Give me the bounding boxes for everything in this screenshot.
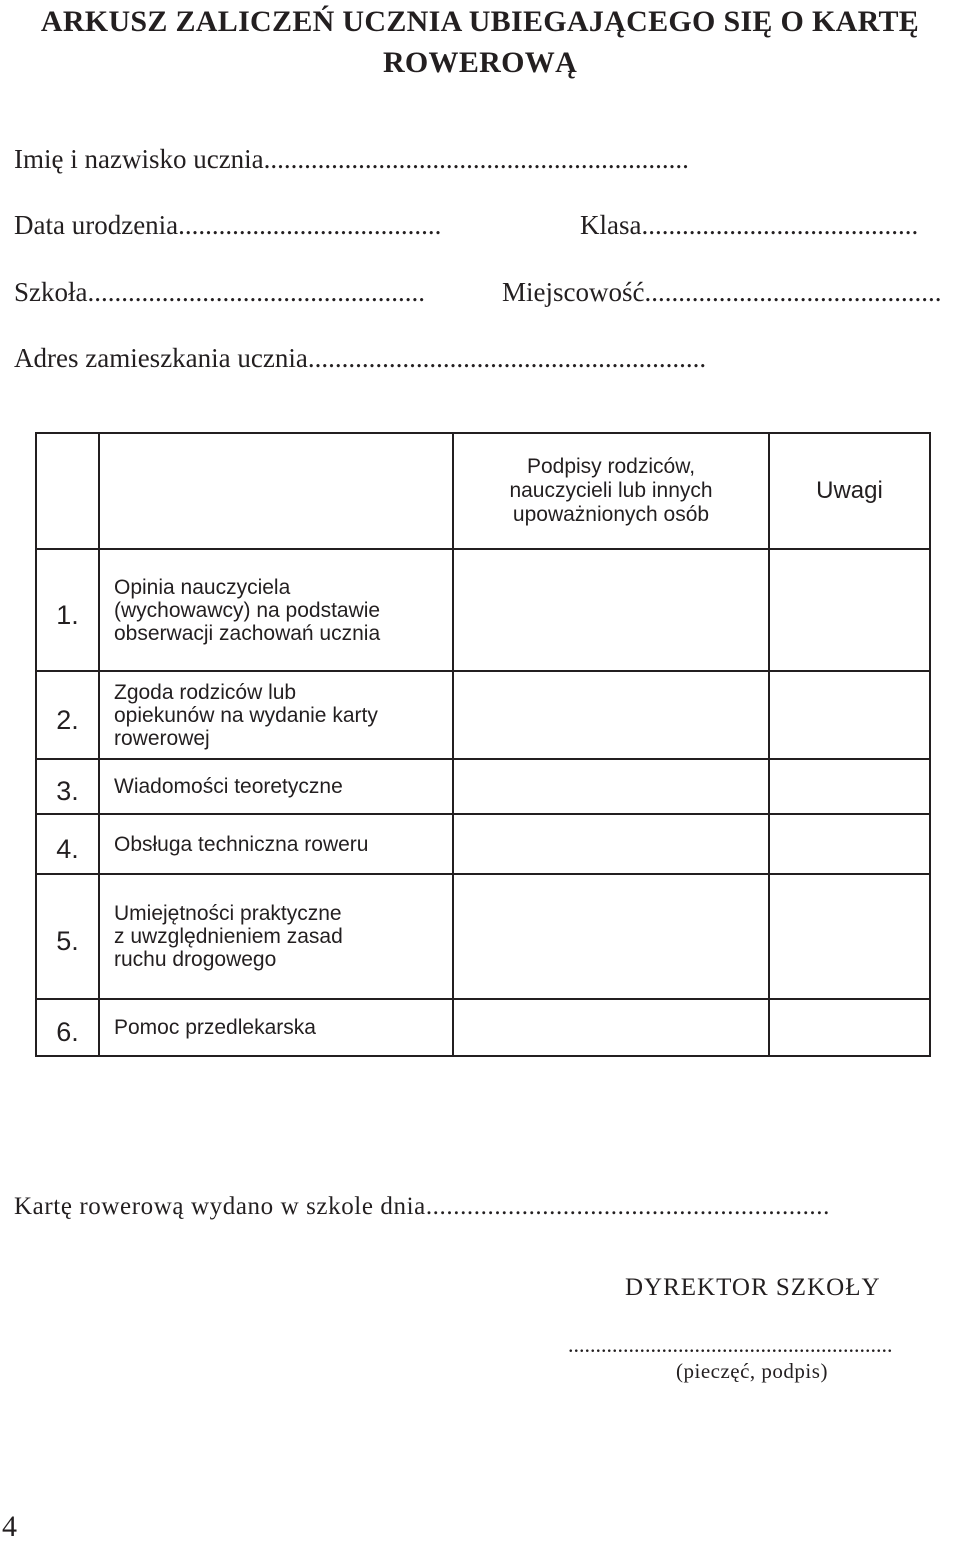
assessment-table — [35, 432, 931, 1057]
table-row — [36, 874, 930, 999]
row-description-line: Pomoc przedlekarska — [114, 1016, 316, 1039]
remarks-cell — [769, 874, 930, 999]
signature-cell — [453, 671, 769, 759]
row-number: 2. — [36, 671, 99, 759]
issue-date-line: Kartę rowerową wydano w szkole dnia........................................................... — [14, 1193, 830, 1220]
director-label: DYREKTOR SZKOŁY — [625, 1274, 881, 1301]
form-title-line-2: ROWEROWĄ — [382, 46, 578, 79]
signature-cell — [453, 549, 769, 671]
page-number: 4 — [2, 1510, 17, 1543]
row-description-line: (wychowawcy) na podstawie — [114, 598, 381, 622]
signature-cell — [453, 814, 769, 874]
row-description-line: Umiejętności praktyczne — [114, 902, 342, 925]
student-name-field: Imię i nazwisko ucznia............................................................... — [14, 144, 689, 174]
row-description-line: ruchu drogowego — [114, 948, 277, 971]
school-field: Szkoła.................................................. — [14, 277, 425, 307]
row-description-line: Zgoda rodziców lub — [114, 680, 297, 704]
remarks-cell — [769, 759, 930, 814]
row-description-line: z uwzględnieniem zasad — [114, 925, 343, 948]
table-row — [36, 814, 930, 874]
row-description-line: Wiadomości teoretyczne — [114, 775, 343, 798]
class-field: Klasa......................................... — [580, 210, 919, 240]
birth-date-field: Data urodzenia....................................... — [14, 210, 442, 240]
row-number: 4. — [36, 814, 99, 874]
table-row — [36, 549, 930, 671]
remarks-cell — [769, 549, 930, 671]
table-row — [36, 759, 930, 814]
signatures-header-line: nauczycieli lub innych — [509, 479, 713, 502]
row-description-line: Obsługa techniczna roweru — [114, 832, 369, 856]
row-description-line: opiekunów na wydanie karty — [114, 703, 378, 727]
remarks-header: Uwagi — [769, 433, 930, 549]
row-description — [99, 814, 453, 874]
address-field: Adres zamieszkania ucznia........................................................... — [14, 343, 707, 373]
signatures-header — [453, 433, 769, 549]
header-empty-cell — [99, 433, 453, 549]
signature-cell — [453, 999, 769, 1056]
remarks-cell — [769, 671, 930, 759]
signature-cell — [453, 874, 769, 999]
row-description — [99, 671, 453, 759]
header-empty-cell — [36, 433, 99, 549]
row-description-line: rowerowej — [114, 726, 210, 750]
row-description — [99, 549, 453, 671]
form-title-line-1: ARKUSZ ZALICZEŃ UCZNIA UBIEGAJĄCEGO SIĘ O KARTĘ — [40, 5, 920, 38]
row-number: 5. — [36, 874, 99, 999]
signatures-header-line: upoważnionych osób — [512, 503, 710, 526]
table-row — [36, 671, 930, 759]
row-number: 6. — [36, 999, 99, 1056]
remarks-cell — [769, 999, 930, 1056]
row-number: 3. — [36, 759, 99, 814]
row-description-line: Opinia nauczyciela — [114, 575, 291, 599]
row-description — [99, 874, 453, 999]
signatures-header-line: Podpisy rodziców, — [526, 455, 696, 478]
remarks-cell — [769, 814, 930, 874]
row-description — [99, 759, 453, 814]
table-header-row — [36, 433, 930, 549]
signature-cell — [453, 759, 769, 814]
town-field: Miejscowość............................................ — [502, 277, 942, 307]
signature-line: ........................................................... — [568, 1332, 893, 1357]
table-row — [36, 999, 930, 1056]
row-description — [99, 999, 453, 1056]
row-description-line: obserwacji zachowań ucznia — [114, 621, 381, 645]
signature-caption: (pieczęć, podpis) — [676, 1359, 828, 1383]
row-number: 1. — [36, 549, 99, 671]
